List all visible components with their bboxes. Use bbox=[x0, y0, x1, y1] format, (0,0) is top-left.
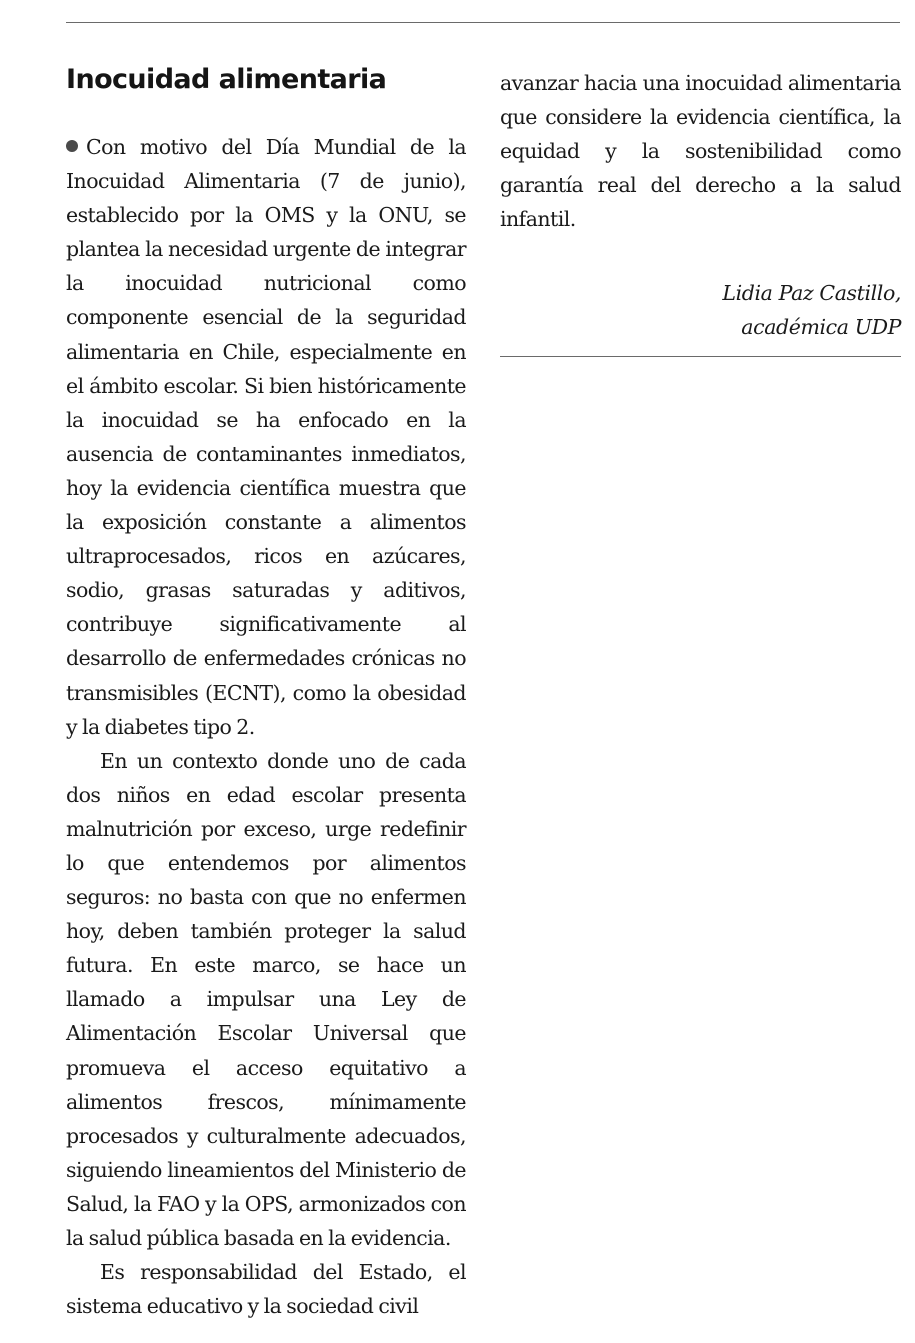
paragraph-1-text: Con motivo del Día Mundial de la Inocuidad Alimentaria (7 de junio), establecido por la OMS y la ONU, se plantea la necesidad urgente de integrar la inocuidad nutricional como componente esencial de la seguridad alimentaria en Chile, especialmente en el ámbito escolar. Si bien históricamente la inocuidad se ha enfocado en la ausencia de contaminantes inmediatos, hoy la evidencia científica muestra que la exposición constante a alimentos ultraprocesados, ricos en azúcares, sodio, grasas saturadas y aditivos, contribuye significativamente al desarrollo de enfermedades crónicas no transmisibles (ECNT), como la obesidad y la diabetes tipo 2. bbox=[66, 135, 466, 739]
article-title: Inocuidad alimentaria bbox=[66, 64, 387, 95]
paragraph-2: En un contexto donde uno de cada dos niños en edad escolar presenta malnutrición por exceso, urge redefinir lo que entendemos por alimentos seguros: no basta con que no enfermen hoy, deben también proteger la salud futura. En este marco, se hace un llamado a impulsar una Ley de Alimentación Escolar Universal que promueva el acceso equitativo a alimentos frescos, mínimamente procesados y culturalmente adecuados, siguiendo lineamientos del Ministerio de Salud, la FAO y la OPS, armonizados con la salud pública basada en la evidencia. bbox=[66, 748, 466, 1250]
signature bbox=[500, 276, 901, 344]
signature-divider bbox=[500, 356, 901, 357]
bullet-icon bbox=[66, 140, 78, 152]
top-divider bbox=[66, 22, 900, 23]
author-role: académica UDP bbox=[741, 315, 901, 340]
paragraph-3: Es responsabilidad del Estado, el sistema educativo y la sociedad civil bbox=[66, 1260, 466, 1319]
author-name: Lidia Paz Castillo, bbox=[722, 281, 901, 306]
paragraph-3-continued: avanzar hacia una inocuidad alimentaria que considere la evidencia científica, la equidad y la sostenibilidad como garantía real del derecho a la salud infantil. bbox=[500, 71, 901, 232]
right-column bbox=[500, 66, 901, 344]
left-column bbox=[66, 60, 466, 1323]
paragraph-1 bbox=[66, 130, 466, 744]
